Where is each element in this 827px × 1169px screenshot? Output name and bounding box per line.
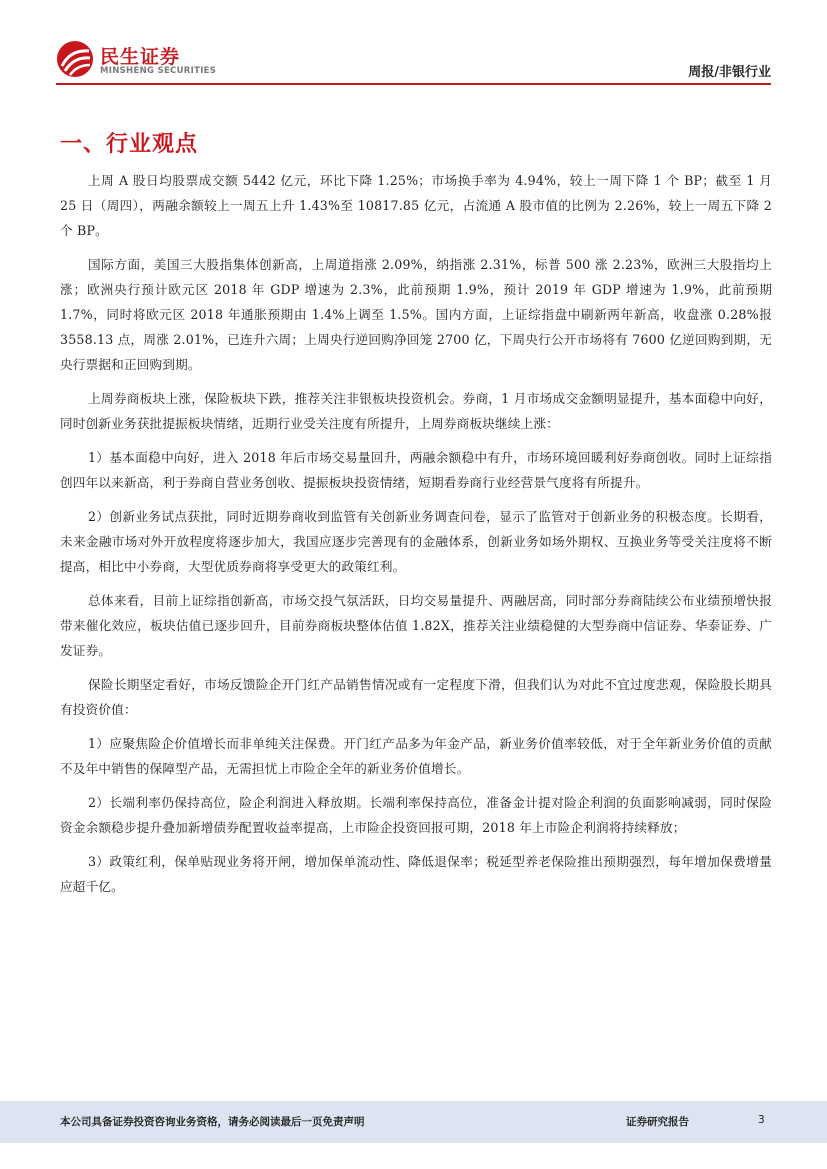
header-divider — [56, 83, 771, 85]
paragraph-insurance-point-2: 2）长端利率仍保持高位，险企利润进入释放期。长端利率保持高位，准备金计提对险企利润的负面影响减弱，同时保险资金余额稳步提升叠加新增债券配置收益率提高，上市险企投资回报可期，2018 年上市险企利润将持续释放； — [60, 795, 772, 835]
minsheng-logo-icon — [56, 40, 94, 78]
footer-disclaimer: 本公司具备证券投资咨询业务资格，请务必阅读最后一页免责声明 — [60, 1116, 365, 1128]
paragraph-broker-point-1: 1）基本面稳中向好，进入 2018 年后市场交易量回升，两融余额稳中有升，市场环境回暖利好券商创收。同时上证综指创四年以来新高，利于券商自营业务创收、提振板块投资情绪，短期看券商行业经营景气度将有所提升。 — [60, 450, 772, 490]
section-title: 一、行业观点 — [60, 132, 199, 157]
page-header — [0, 0, 827, 90]
report-body — [60, 168, 772, 908]
report-type-label: 周报/非银行业 — [688, 65, 771, 80]
paragraph-insurance-summary: 保险长期坚定看好，市场反馈险企开门红产品销售情况或有一定程度下滑，但我们认为对此不宜过度悲观，保险股长期具有投资价值： — [60, 677, 772, 717]
paragraph-sector-summary: 上周券商板块上涨，保险板块下跌，推荐关注非银板块投资机会。券商，1 月市场成交金额明显提升，基本面稳中向好，同时创新业务获批提振板块情绪，近期行业受关注度有所提升，上周券商板块继续上涨： — [60, 391, 772, 431]
paragraph-macro-overview: 国际方面，美国三大股指集体创新高，上周道指涨 2.09%，纳指涨 2.31%，标普 500 涨 2.23%，欧洲三大股指均上涨；欧洲央行预计欧元区 2018 年 GDP 增速为 2.3%，此前预期 1.9%，预计 2019 年 GDP 增速为 1.9%，此前预期 1.7%，同时将欧元区 2018 年通胀预期由 1.4%上调至 1.5%。国内方面，上证综指盘中刷新两年新高，收盘涨 0.28%报 3558.13 点，周涨 2.01%，已连升六周；上周央行逆回购净回笼 2700 亿，下周央行公开市场将有 7600 亿逆回购到期，无央行票据和正回购到期。 — [60, 257, 772, 372]
logo-chinese-name: 民生证券 — [100, 46, 181, 68]
page-number: 3 — [758, 1114, 765, 1126]
footer-report-label: 证券研究报告 — [626, 1116, 689, 1128]
paragraph-insurance-point-1: 1）应聚焦险企价值增长而非单纯关注保费。开门红产品多为年金产品，新业务价值率较低，对于全年新业务价值的贡献不及年中销售的保障型产品，无需担忧上市险企全年的新业务价值增长。 — [60, 736, 772, 776]
logo-english-name: MINSHENG SECURITIES — [100, 66, 217, 76]
company-logo — [56, 40, 236, 80]
paragraph-broker-conclusion: 总体来看，目前上证综指创新高，市场交投气氛活跃，日均交易量提升、两融居高，同时部分券商陆续公布业绩预增快报带来催化效应，板块估值已逐步回升，目前券商板块整体估值 1.82X，推荐关注业绩稳健的大型券商中信证券、华泰证券、广发证券。 — [60, 593, 772, 658]
paragraph-market-turnover: 上周 A 股日均股票成交额 5442 亿元，环比下降 1.25%；市场换手率为 4.94%，较上一周下降 1 个 BP；截至 1 月 25 日（周四），两融余额较上一周五上升 1.43%至 10817.85 亿元，占流通 A 股市值的比例为 2.26%，较上一周五下降 2 个 BP。 — [60, 173, 772, 238]
paragraph-insurance-point-3: 3）政策红利，保单贴现业务将开闸，增加保单流动性、降低退保率；税延型养老保险推出预期强烈，每年增加保费增量应超千亿。 — [60, 854, 772, 894]
page-footer — [0, 1101, 827, 1143]
paragraph-broker-point-2: 2）创新业务试点获批，同时近期券商收到监管有关创新业务调查问卷，显示了监管对于创新业务的积极态度。长期看，未来金融市场对外开放程度将逐步加大，我国应逐步完善现有的金融体系，创新业务如场外期权、互换业务等受关注度将不断提高，相比中小券商，大型优质券商将享受更大的政策红利。 — [60, 509, 772, 574]
